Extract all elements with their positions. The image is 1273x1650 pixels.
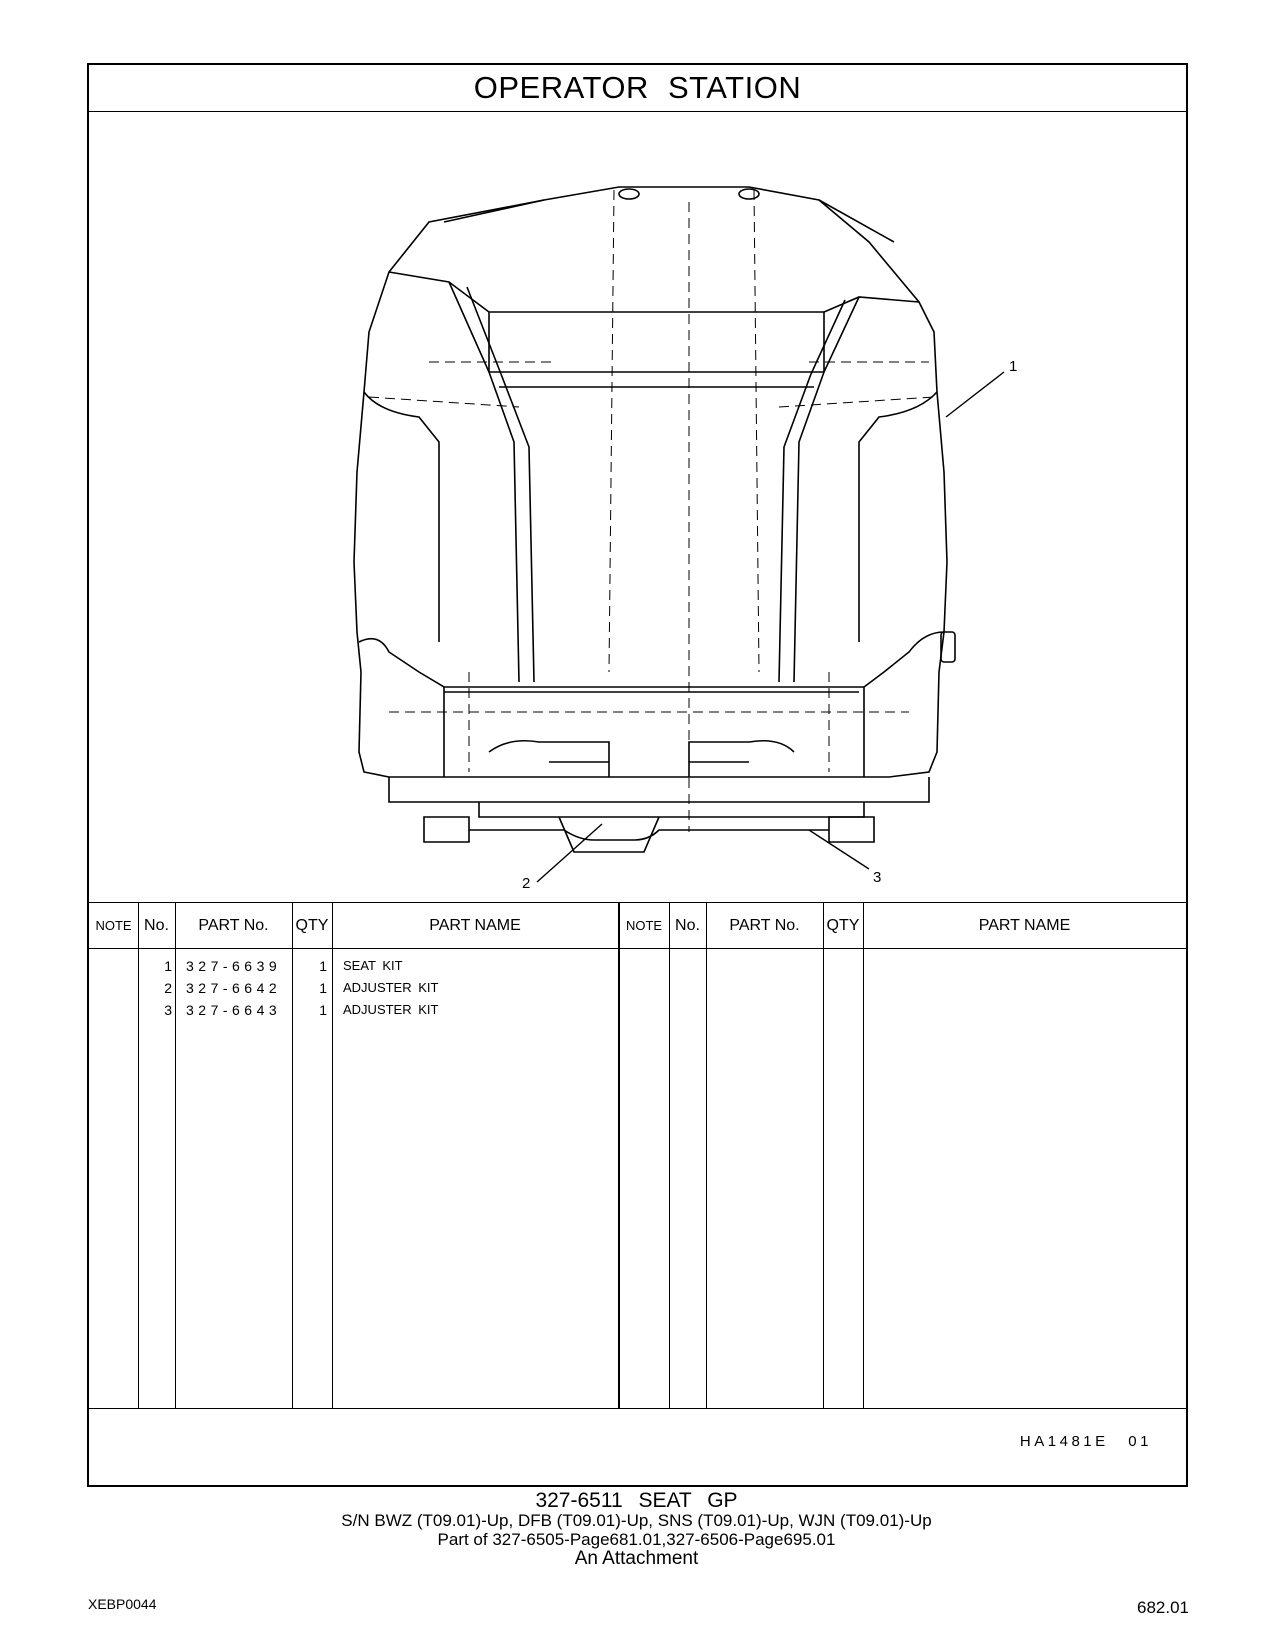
row-no: 2 xyxy=(164,980,172,996)
column-divider xyxy=(823,902,824,1409)
header-part-name: PART NAME xyxy=(978,916,1071,934)
column-divider xyxy=(669,902,670,1409)
callout-2: 2 xyxy=(522,875,531,892)
seat-illustration xyxy=(89,112,1186,902)
part-of-reference: Part of 327-6505-Page681.01,327-6506-Page695.01 xyxy=(437,1530,836,1549)
header-note: NOTE xyxy=(95,918,132,933)
serial-numbers: S/N BWZ (T09.01)-Up, DFB (T09.01)-Up, SNS (T09.01)-Up, WJN (T09.01)-Up xyxy=(341,1511,932,1530)
table-row xyxy=(89,1002,618,1024)
header-part-no: PART No. xyxy=(729,916,800,934)
column-divider xyxy=(863,902,864,1409)
row-part-no: 327-6642 xyxy=(186,980,282,996)
header-part-no: PART No. xyxy=(198,916,269,934)
callout-3: 3 xyxy=(873,869,882,886)
header-no: No. xyxy=(675,916,700,934)
page-frame xyxy=(87,63,1188,1487)
seat-drawing xyxy=(89,112,1186,902)
group-title: 327-6511 SEAT GP xyxy=(535,1489,738,1512)
illustration-code: HA1481E 01 xyxy=(1019,1433,1152,1450)
document-code: XEBP0044 xyxy=(88,1596,157,1612)
header-no: No. xyxy=(144,916,169,934)
table-row xyxy=(89,980,618,1002)
row-part-name: SEAT KIT xyxy=(343,958,403,973)
column-divider xyxy=(618,902,620,1409)
row-part-no: 327-6643 xyxy=(186,1002,282,1018)
row-part-no: 327-6639 xyxy=(186,958,282,974)
header-qty: QTY xyxy=(295,916,329,934)
header-note: NOTE xyxy=(625,918,663,933)
header-qty: QTY xyxy=(826,916,860,934)
page-number: 682.01 xyxy=(1137,1598,1189,1617)
row-no: 1 xyxy=(164,958,172,974)
row-qty: 1 xyxy=(319,1002,327,1018)
callout-1: 1 xyxy=(1009,358,1018,375)
section-title: OPERATOR STATION xyxy=(89,65,1186,112)
row-part-name: ADJUSTER KIT xyxy=(343,1002,439,1017)
row-qty: 1 xyxy=(319,980,327,996)
header-part-name: PART NAME xyxy=(429,916,521,934)
table-row xyxy=(89,958,618,980)
row-qty: 1 xyxy=(319,958,327,974)
row-part-name: ADJUSTER KIT xyxy=(343,980,439,995)
row-no: 3 xyxy=(164,1002,172,1018)
attachment-note: An Attachment xyxy=(574,1548,699,1569)
column-divider xyxy=(706,902,707,1409)
